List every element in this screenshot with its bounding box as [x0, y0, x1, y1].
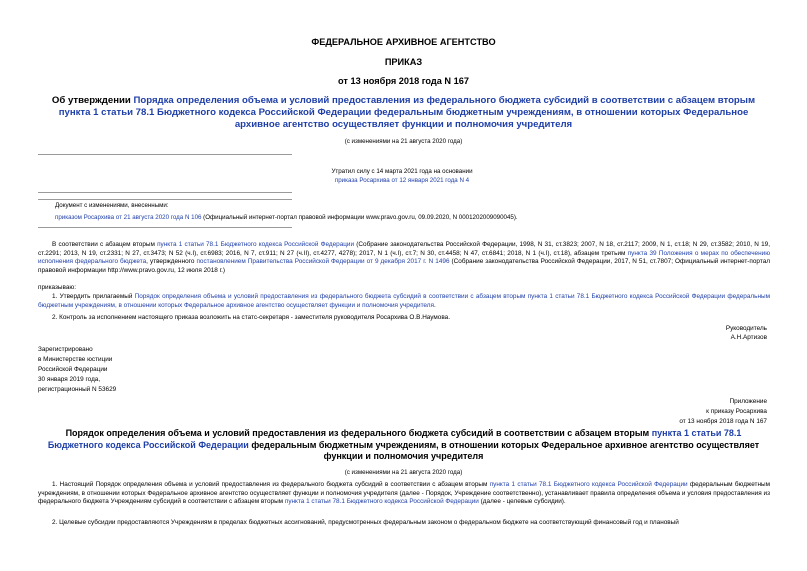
lost-force-note — [282, 167, 522, 185]
preamble-text: (Собрание законодательства Российской Федерации, 2017, N 51, ст.7807; Официальный интернет-портал правовой информации http://www.pravo.gov.ru, 12 июля 2018 г.) — [38, 258, 770, 274]
appendix-block — [679, 397, 767, 427]
registration-block — [38, 345, 116, 395]
doc-date-number: от 13 ноября 2018 года N 167 — [338, 76, 469, 86]
procedure-title-link[interactable]: пункта 1 статьи 78.1 Бюджетного кодекса Российской Федерации — [47, 428, 742, 450]
separator-line — [38, 227, 292, 228]
item-1 — [38, 293, 770, 310]
item-1-prefix: 1. Утвердить прилагаемый — [52, 293, 135, 300]
procedure-paragraph-1 — [38, 481, 770, 507]
preamble-text: , утвержденного — [146, 258, 197, 266]
appendix-line: Приложение — [729, 398, 767, 405]
budget-code-link[interactable]: пункта 1 статьи 78.1 Бюджетного кодекса Российской Федерации — [157, 241, 355, 248]
lost-force-text: Утратил силу с 14 марта 2021 года на основании — [331, 168, 473, 175]
signature-name: А.Н.Артизов — [730, 334, 767, 341]
separator-line — [38, 192, 292, 193]
signature-role: Руководитель — [725, 325, 767, 332]
procedure-link[interactable]: Порядок определения объема и условий предоставления из федерального бюджета субсидий в соответствии с абзацем вторым пункта 1 статьи 78.1 Бюджетного кодекса Российской Федерации федеральным бюджетным учреждениям, в отношении которых Федеральное архивное агентство осуществляет функции и полномочия учредителя — [38, 293, 770, 309]
budget-code-link[interactable]: пункта 1 статьи 78.1 Бюджетного кодекса Российской Федерации — [284, 498, 479, 506]
preamble-text: (Собрание законодательства Российской Федерации, 1998, N 31, ст.3823; 2007, N 18, ст.2117; 2009, N 1, ст.18; N 29, ст.3582; 2010, N 19, ст.2291; 2013, N 19, ст.2331; N 27, ст.3473; N 52 (ч.I), ст.6983; 2016, N 7, ст.911; N 27 (ч.II), ст.4277, 4278); 2017, N 1 (ч.I), ст.7; N 30, ст.4458; N 47, ст.6841; 2018, N 1 (ч.I), ст.18), абзацем третьим — [38, 241, 770, 257]
regulation-link[interactable]: пункта 39 Положения о мерах по обеспечению исполнения федерального бюджета — [38, 249, 770, 266]
registration-line: 30 января 2019 года, — [38, 376, 101, 383]
amendments-block — [55, 201, 770, 222]
preamble-paragraph — [38, 241, 770, 275]
agency-name: ФЕДЕРАЛЬНОЕ АРХИВНОЕ АГЕНТСТВО — [311, 37, 496, 47]
order-word: приказываю: — [38, 284, 76, 291]
separator-line — [38, 154, 292, 155]
changes-note: (с изменениями на 21 августа 2020 года) — [344, 138, 463, 145]
signature-block — [726, 324, 767, 342]
appendix-line: от 13 ноября 2018 года N 167 — [679, 418, 767, 425]
registration-line: регистрационный N 53629 — [38, 386, 117, 393]
procedure-text: 1. Настоящий Порядок определения объема и условий предоставления из федерального бюджета субсидий в соответствии с абзацем вторым — [52, 481, 490, 488]
doc-title — [40, 95, 767, 131]
doc-type: ПРИКАЗ — [384, 57, 423, 67]
item-2: 2. Контроль за исполнением настоящего приказа возложить на статс-секретаря - заместителя руководителя Росархива О.В.Наумова. — [52, 314, 451, 321]
procedure-paragraph-2: 2. Целевые субсидии предоставляются Учреждениям в пределах бюджетных ассигнований, предусмотренных федеральным законом о федеральном бюджете на соответствующий финансовый год и плановый — [52, 519, 679, 526]
government-decree-link[interactable]: постановлением Правительства Российской Федерации от 9 декабря 2017 г. N 1496 — [196, 258, 450, 266]
amendments-line — [55, 213, 770, 222]
registration-line: в Министерстве юстиции — [38, 356, 113, 363]
procedure-title-text: федеральным бюджетным учреждениям, в отношении которых Федеральное архивное агентство осуществляет функции и полномочия учредителя — [248, 439, 760, 461]
lost-force-link[interactable]: приказа Росархива от 12 января 2021 года N 4 — [334, 177, 470, 184]
doc-title-link[interactable]: Порядка определения объема и условий предоставления из федерального бюджета субсидий в соответствии с абзацем вторым пункта 1 статьи 78.1 Бюджетного кодекса Российской Федерации федеральным бюджетным учреждениям, в отношении которых Федеральное архивное агентство осуществляет функции и полномочия учредителя — [58, 95, 756, 130]
item-1-suffix: . — [433, 301, 436, 309]
amendments-label: Документ с изменениями, внесенными: — [55, 202, 169, 209]
budget-code-link[interactable]: пункта 1 статьи 78.1 Бюджетного кодекса Российской Федерации — [489, 481, 688, 488]
preamble-text: В соответствии с абзацем вторым — [52, 241, 158, 248]
procedure-title — [40, 428, 767, 463]
procedure-title-text: Порядок определения объема и условий предоставления из федерального бюджета субсидий в соответствии с абзацем вторым — [65, 428, 652, 438]
appendix-line: к приказу Росархива — [706, 408, 767, 415]
procedure-changes-note: (с изменениями на 21 августа 2020 года) — [344, 469, 463, 476]
amendments-source: (Официальный интернет-портал правовой информации www.pravo.gov.ru, 09.09.2020, N 0001202009090045). — [201, 214, 518, 221]
procedure-text: федеральным бюджетным учреждениям, в отношении которых Федеральное архивное агентство осуществляет функции и полномочия учредителя (далее - Порядок, Учреждение соответственно), устанавливает правила определения объема и условия предоставления из федерального бюджета Учреждениям субсидий в соответствии с абзацем вторым — [38, 481, 770, 506]
doc-title-prefix: Об утверждении — [51, 95, 134, 106]
amendments-link[interactable]: приказом Росархива от 21 августа 2020 года N 106 — [55, 214, 202, 221]
procedure-text: (далее - целевые субсидии). — [478, 498, 566, 506]
registration-line: Российской Федерации — [38, 366, 108, 373]
separator-line — [38, 199, 292, 200]
registration-line: Зарегистрировано — [38, 346, 93, 353]
